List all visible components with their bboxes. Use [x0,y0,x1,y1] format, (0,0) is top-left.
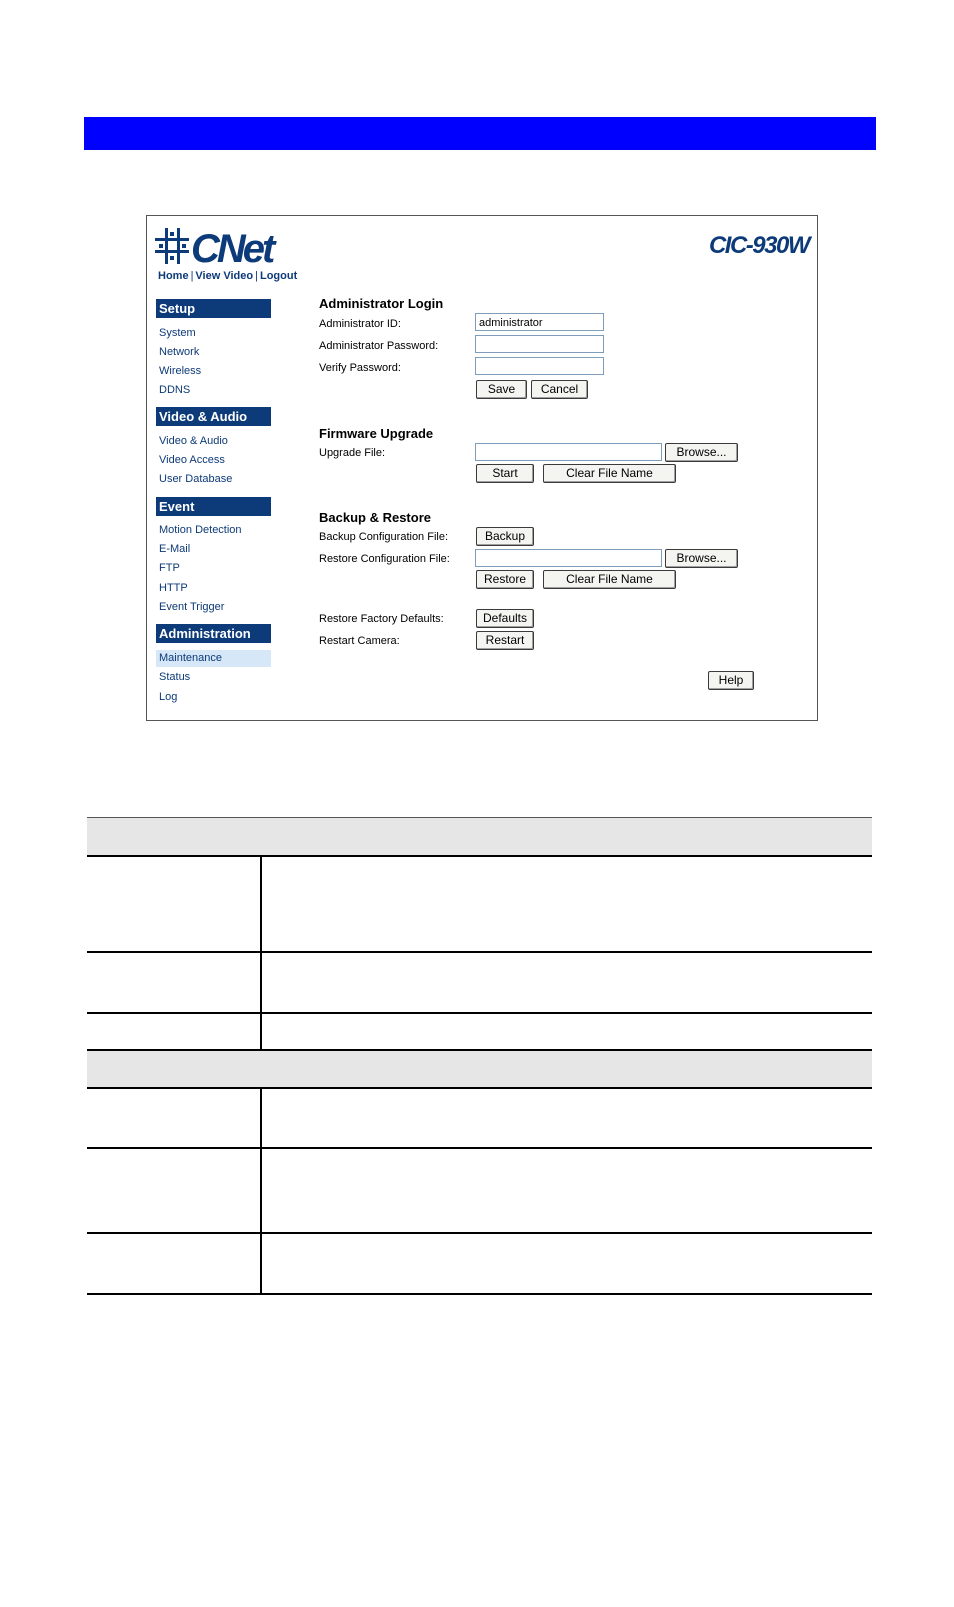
backup-config-label: Backup Configuration File: [319,531,449,543]
start-button[interactable]: Start [476,464,534,483]
table-divider [87,1049,872,1051]
link-separator: | [190,270,194,282]
table-bottom-border [87,1293,872,1295]
nav-item-network[interactable]: Network [159,346,200,358]
table-header-row-2 [87,1051,872,1087]
nav-header-event: Event [156,497,271,516]
table-top-border [87,817,872,818]
nav-item-video-audio[interactable]: Video & Audio [159,435,228,447]
nav-item-ddns[interactable]: DDNS [159,384,191,396]
defaults-button[interactable]: Defaults [476,609,534,628]
nav-item-wireless[interactable]: Wireless [159,365,202,377]
logout-link[interactable]: Logout [259,270,298,282]
restore-button[interactable]: Restore [476,570,534,589]
firmware-upgrade-title: Firmware Upgrade [319,426,434,441]
model-name: CIC-930W [708,232,809,259]
nav-item-log[interactable]: Log [159,691,178,703]
top-links [158,270,297,282]
admin-password-label: Administrator Password: [319,340,439,352]
nav-header-administration: Administration [156,624,271,643]
nav-header-setup: Setup [156,299,271,318]
upgrade-file-input[interactable] [475,443,662,461]
nav-item-email[interactable]: E-Mail [159,543,191,555]
camera-admin-screenshot [146,215,818,721]
nav-item-motion-detection[interactable]: Motion Detection [159,524,242,536]
logo-text: CNet [191,227,273,268]
view-video-link[interactable]: View Video [195,270,254,282]
table-divider [87,855,872,857]
table-column-divider [260,1088,262,1294]
upgrade-file-label: Upgrade File: [319,447,386,459]
verify-password-label: Verify Password: [319,362,401,374]
cnet-logo [153,224,289,268]
nav-item-event-trigger[interactable]: Event Trigger [159,601,225,613]
table-column-divider [260,856,262,1050]
restore-file-input[interactable] [475,549,662,567]
table-divider [87,1012,872,1014]
cancel-button[interactable]: Cancel [531,380,588,399]
admin-id-input[interactable]: administrator [475,313,604,331]
nav-item-maintenance[interactable]: Maintenance [156,650,271,667]
nav-item-user-database[interactable]: User Database [159,473,233,485]
table-divider [87,1087,872,1089]
restart-camera-label: Restart Camera: [319,635,400,647]
restore-browse-button[interactable]: Browse... [665,549,738,568]
admin-password-input[interactable] [475,335,604,353]
firmware-clear-file-button[interactable]: Clear File Name [543,464,676,483]
verify-password-input[interactable] [475,357,604,375]
save-button[interactable]: Save [476,380,527,399]
table-divider [87,1232,872,1234]
restore-clear-file-button[interactable]: Clear File Name [543,570,676,589]
section-banner [84,117,876,150]
backup-button[interactable]: Backup [476,527,534,546]
nav-item-system[interactable]: System [159,327,196,339]
restart-button[interactable]: Restart [476,631,534,650]
admin-login-title: Administrator Login [319,296,444,311]
nav-item-video-access[interactable]: Video Access [159,454,225,466]
home-link[interactable]: Home [158,270,189,282]
admin-id-label: Administrator ID: [319,318,401,330]
restore-defaults-label: Restore Factory Defaults: [319,613,444,625]
firmware-browse-button[interactable]: Browse... [665,443,738,462]
help-button[interactable]: Help [708,671,754,690]
backup-restore-title: Backup & Restore [319,510,431,525]
nav-item-http[interactable]: HTTP [159,582,188,594]
nav-header-video-audio: Video & Audio [156,407,271,426]
nav-item-status[interactable]: Status [159,671,191,683]
link-separator: | [255,270,258,282]
restore-config-label: Restore Configuration File: [319,553,450,565]
table-header-row-1 [87,818,872,855]
table-divider [87,951,872,953]
nav-item-ftp[interactable]: FTP [159,562,180,574]
table-divider [87,1147,872,1149]
